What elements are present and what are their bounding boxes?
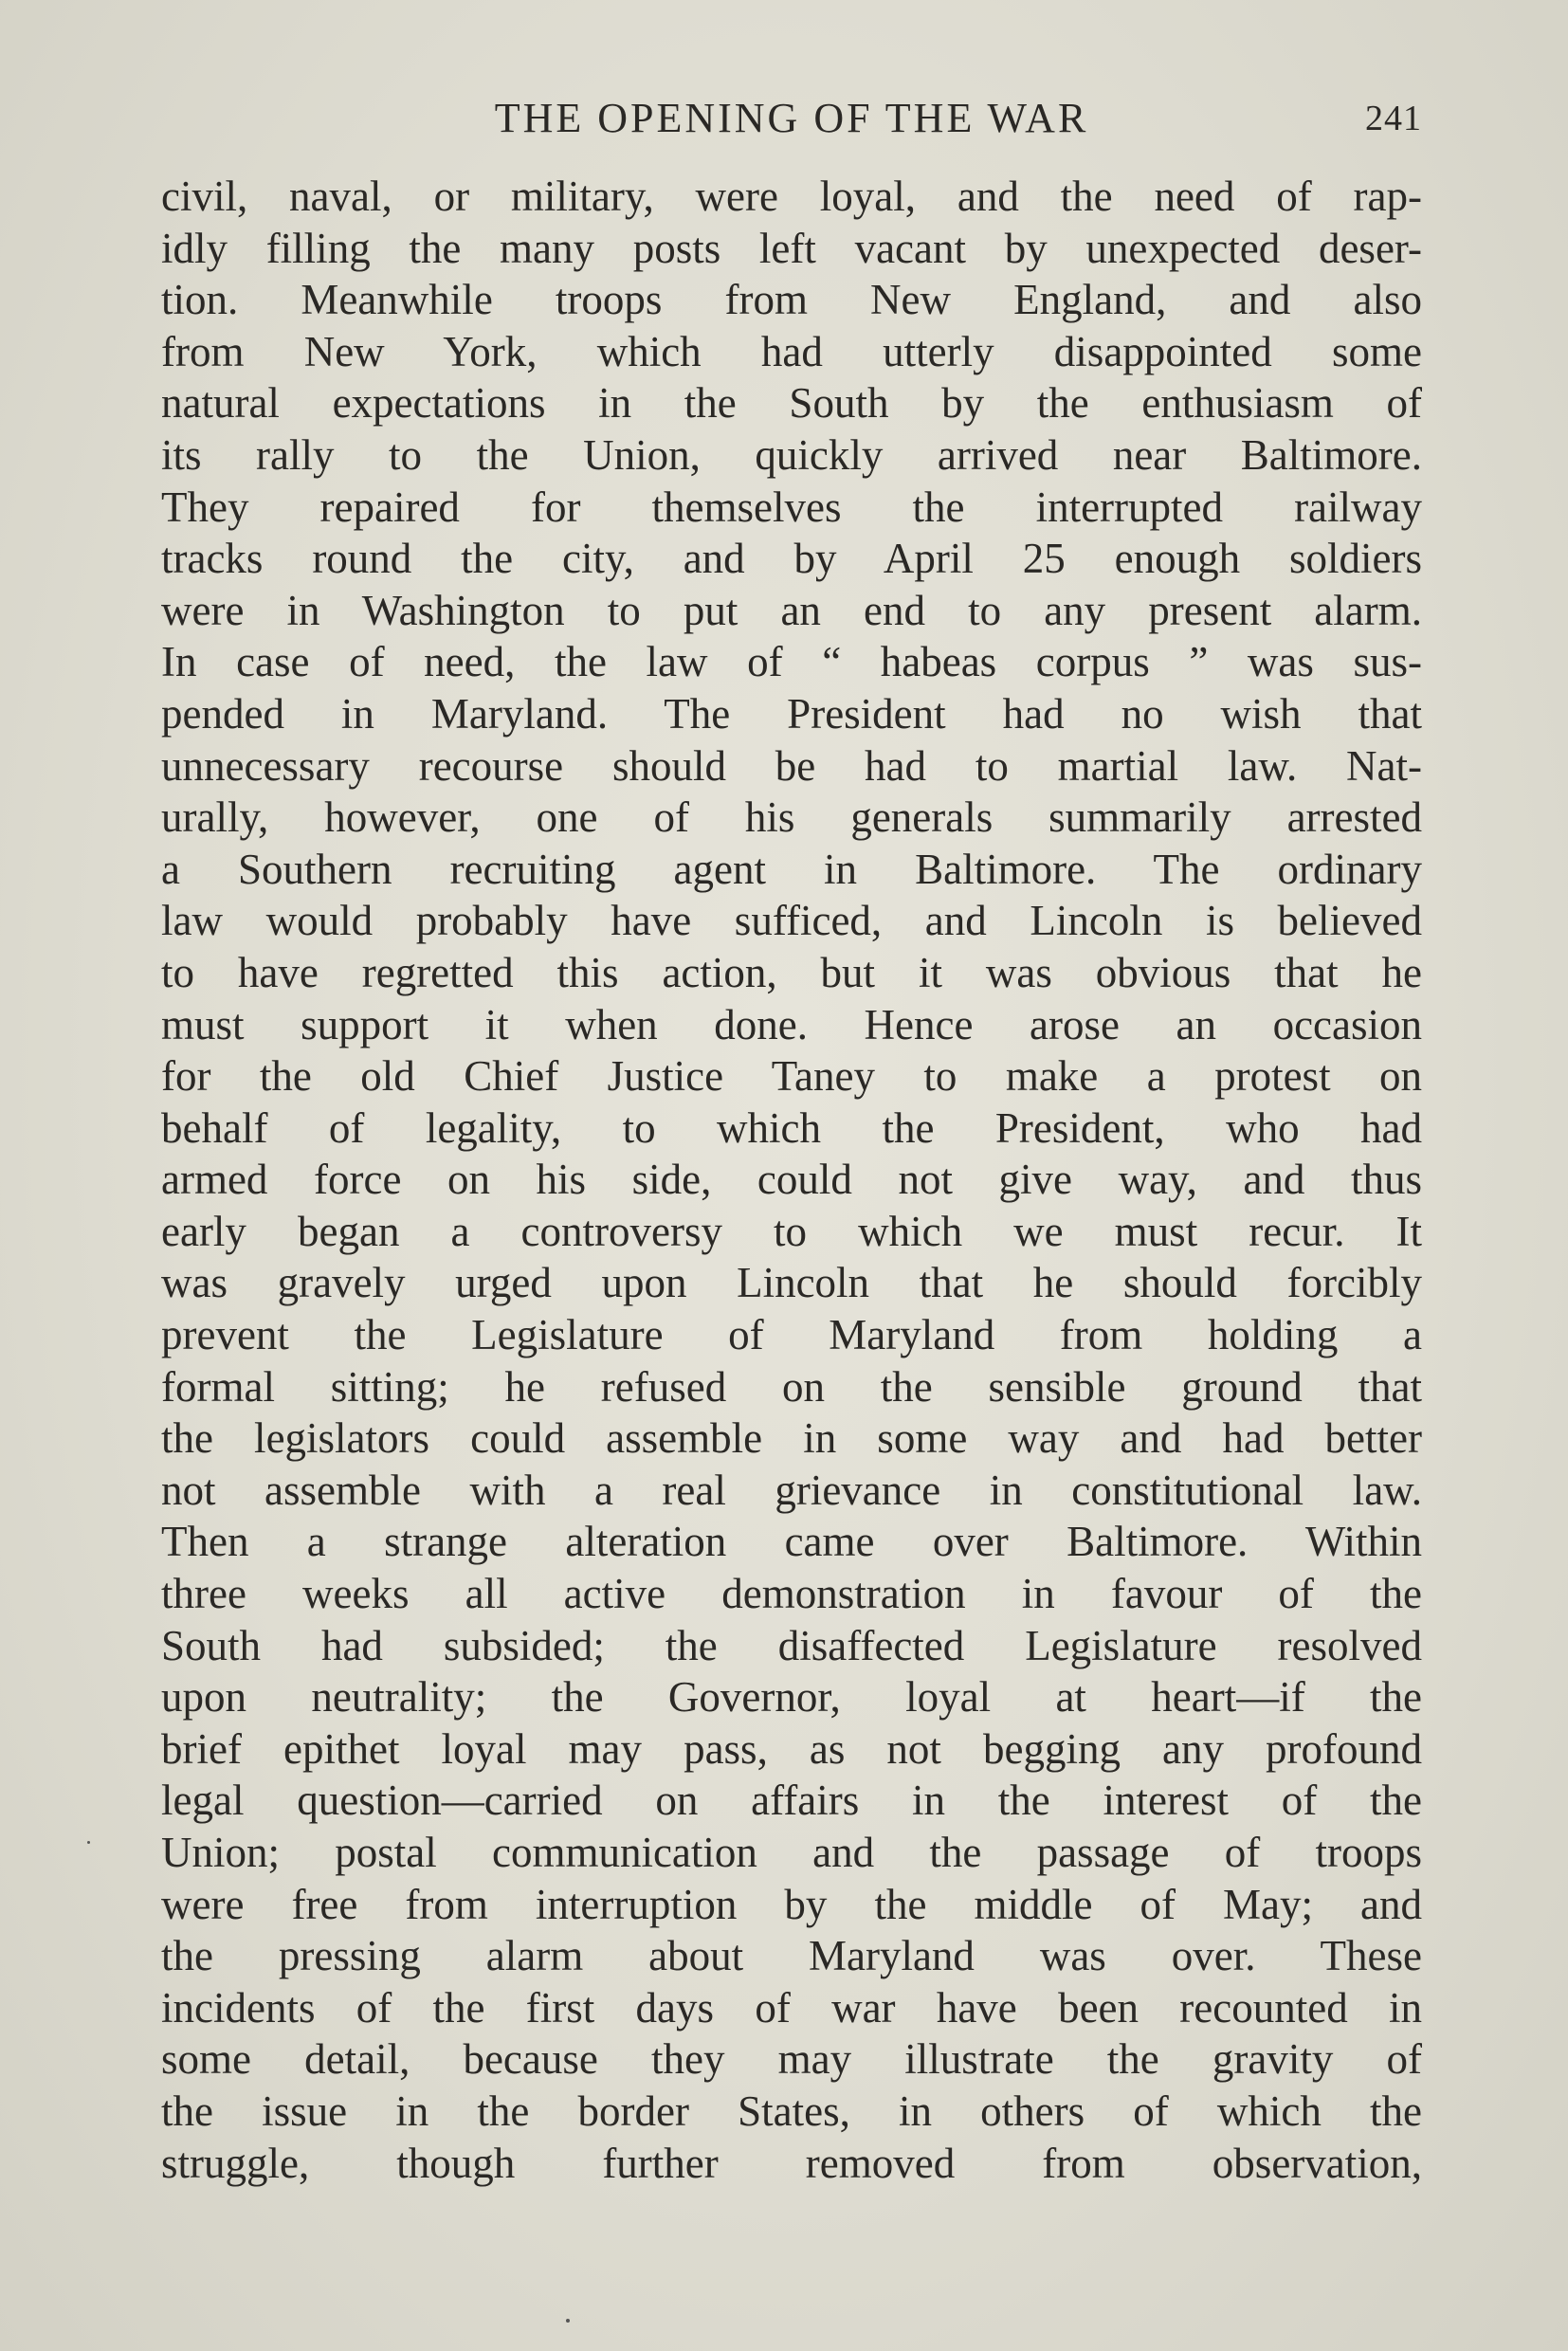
text-line: unnecessary recourse should be had to martial law. Nat- xyxy=(161,741,1422,790)
text-line: its rally to the Union, quickly arrived near Baltimore. xyxy=(161,430,1422,479)
text-line: not assemble with a real grievance in constitutional law. xyxy=(161,1466,1422,1514)
text-line: Union; postal communication and the passage of troops xyxy=(161,1829,1422,1876)
text-line: a Southern recruiting agent in Baltimore. The ordinary xyxy=(161,845,1422,893)
text-line: In case of need, the law of “ habeas corpus ” was sus- xyxy=(161,638,1422,686)
text-line: to have regretted this action, but it was obvious that he xyxy=(161,948,1422,996)
text-line: Then a strange alteration came over Baltimore. Within xyxy=(161,1518,1422,1566)
running-title: THE OPENING OF THE WAR xyxy=(494,95,1089,141)
text-line: the issue in the border States, in others of which the xyxy=(161,2087,1422,2135)
paper-speck xyxy=(566,2319,570,2323)
text-line: was gravely urged upon Lincoln that he should forcibly xyxy=(161,1259,1422,1307)
text-line: armed force on his side, could not give way, and thus xyxy=(161,1156,1422,1204)
text-line: for the old Chief Justice Taney to make a protest on xyxy=(161,1052,1422,1101)
text-line: idly filling the many posts left vacant by unexpected deser- xyxy=(161,224,1422,272)
text-line: the pressing alarm about Maryland was over. These xyxy=(161,1932,1422,1980)
paper-speck xyxy=(87,1841,90,1844)
text-line: were in Washington to put an end to any present alarm. xyxy=(161,586,1422,634)
text-line: South had subsided; the disaffected Legislature resolved xyxy=(161,1621,1422,1669)
page-number: 241 xyxy=(1365,99,1422,138)
text-line: early began a controversy to which we must recur. It xyxy=(161,1207,1422,1255)
text-line: from New York, which had utterly disappointed some xyxy=(161,327,1422,375)
text-line: the legislators could assemble in some way and had better xyxy=(161,1414,1422,1463)
text-line: struggle, though further removed from observation, xyxy=(161,2139,1422,2187)
text-line: some detail, because they may illustrate the gravity of xyxy=(161,2035,1422,2084)
text-line: tion. Meanwhile troops from New England, and also xyxy=(161,276,1422,324)
text-line: law would probably have sufficed, and Lincoln is believed xyxy=(161,897,1422,945)
text-line: They repaired for themselves the interrupted railway xyxy=(161,483,1422,531)
text-line: formal sitting; he refused on the sensible ground that xyxy=(161,1362,1422,1411)
text-line: legal question—carried on affairs in the interest of the xyxy=(161,1777,1422,1825)
body-text xyxy=(161,171,1422,2189)
text-line: must support it when done. Hence arose an occasion xyxy=(161,1000,1422,1048)
text-line: urally, however, one of his generals summarily arrested xyxy=(161,793,1422,842)
text-line: were free from interruption by the middle of May; and xyxy=(161,1880,1422,1928)
text-line: civil, naval, or military, were loyal, and the need of rap- xyxy=(161,173,1422,220)
text-line: pended in Maryland. The President had no wish that xyxy=(161,689,1422,738)
text-line: three weeks all active demonstration in favour of the xyxy=(161,1570,1422,1618)
running-head xyxy=(161,90,1422,147)
text-line: brief epithet loyal may pass, as not begging any profound xyxy=(161,1724,1422,1773)
text-line: upon neutrality; the Governor, loyal at heart—if the xyxy=(161,1673,1422,1722)
text-line: behalf of legality, to which the President, who had xyxy=(161,1103,1422,1152)
text-line: incidents of the first days of war have been recounted in xyxy=(161,1983,1422,2032)
text-line: natural expectations in the South by the enthusiasm of xyxy=(161,379,1422,428)
text-line: tracks round the city, and by April 25 enough soldiers xyxy=(161,535,1422,583)
text-line: prevent the Legislature of Maryland from holding a xyxy=(161,1311,1422,1359)
